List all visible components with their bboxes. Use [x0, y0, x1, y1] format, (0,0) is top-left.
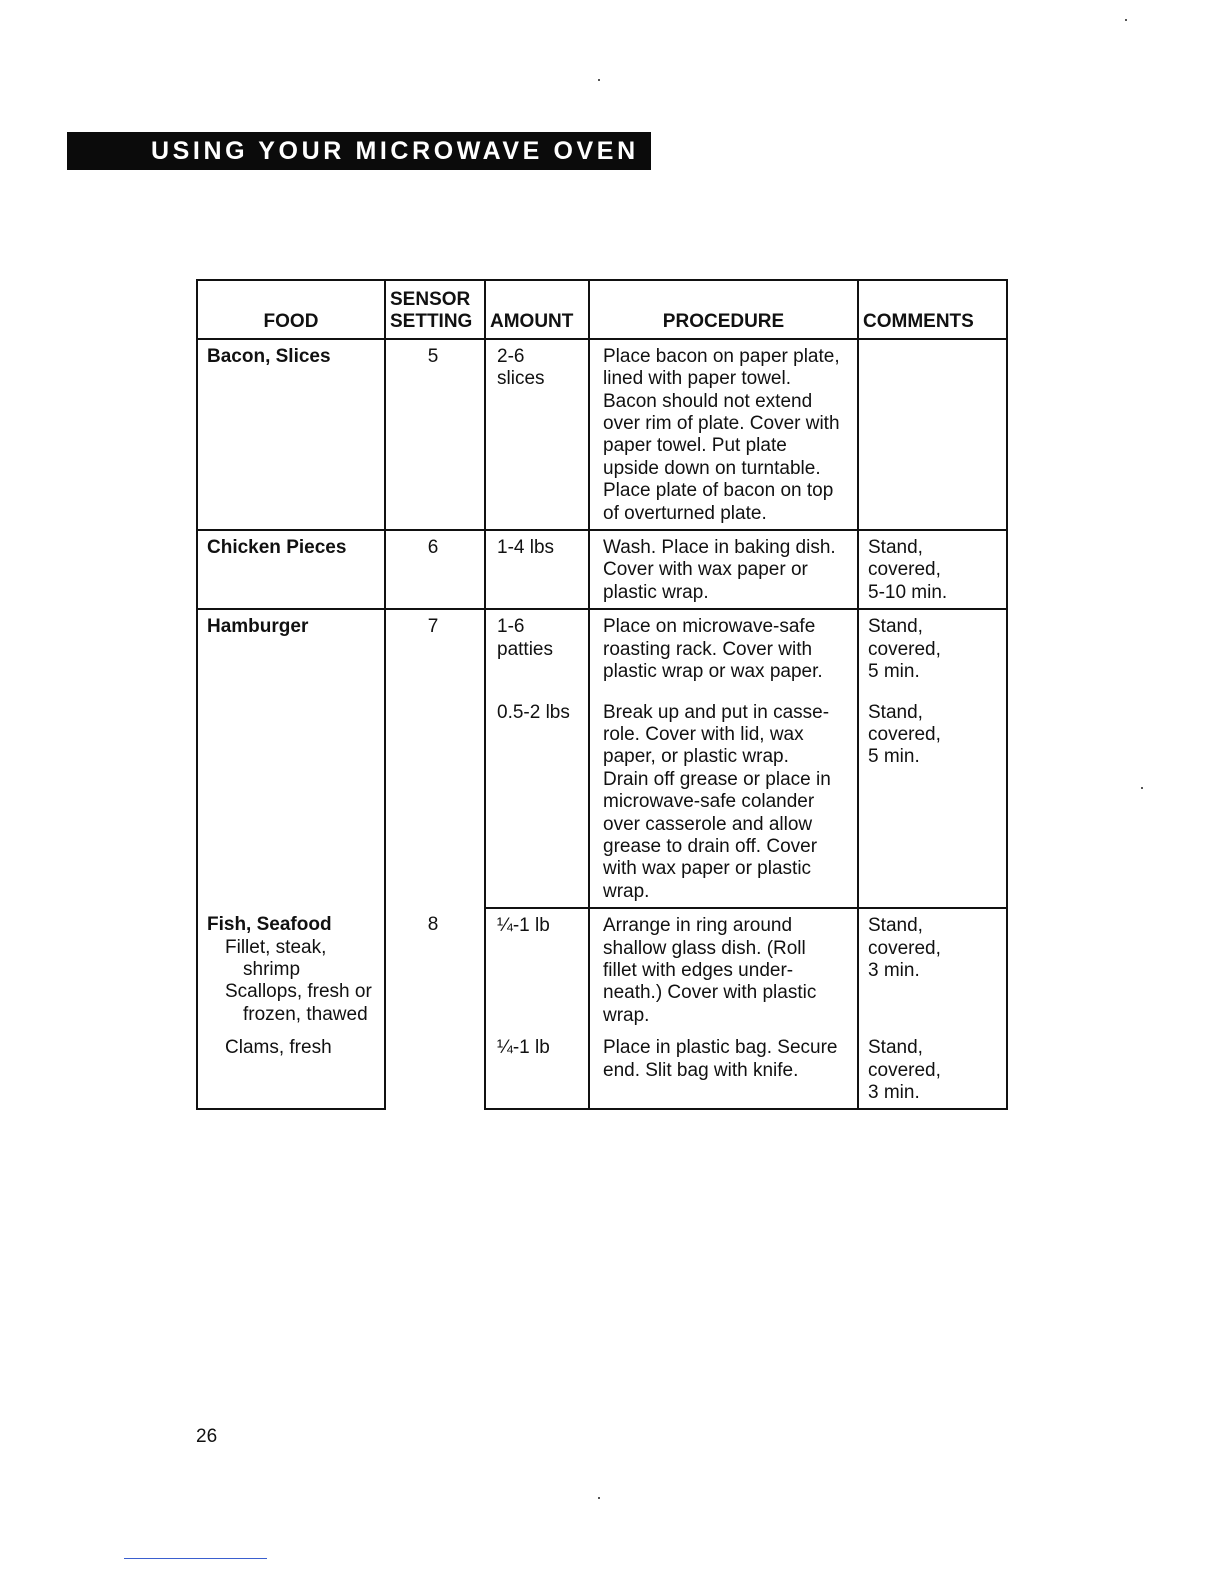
procedure-line: roasting rack. Cover with [603, 638, 813, 660]
procedure-line: over casserole and allow [603, 813, 813, 835]
procedure-line: wrap. [603, 880, 650, 902]
amount-cell [485, 339, 589, 530]
comments-cell [858, 1031, 1007, 1109]
comments-cell [858, 609, 1007, 687]
food-cell [197, 908, 385, 1031]
table-row [197, 609, 1007, 687]
procedure-cell [589, 609, 858, 687]
procedure-line: upside down on turntable. [603, 457, 821, 479]
procedure-line: shallow glass dish. (Roll [603, 937, 806, 959]
procedure-line: Bacon should not extend [603, 390, 813, 412]
table-row [197, 339, 1007, 530]
scan-speck [1141, 787, 1143, 789]
amount-cell: ¼-1 lb [485, 1031, 589, 1109]
scan-speck [1125, 19, 1127, 21]
procedure-line: end. Slit bag with knife. [603, 1059, 799, 1081]
food-subitem: Clams, fresh [225, 1037, 332, 1059]
table-row [197, 908, 1007, 1031]
amount-cell [485, 609, 589, 687]
comment-line: Stand, [868, 616, 923, 638]
procedure-line: plastic wrap. [603, 581, 709, 603]
comment-line: 5-10 min. [868, 581, 948, 603]
amount-line: 1-6 [497, 616, 525, 638]
scan-speck [598, 1497, 600, 1499]
food-cell [197, 339, 385, 530]
column-header-procedure: PROCEDURE [589, 280, 858, 339]
comments-cell [858, 688, 1007, 909]
comment-line: covered, [868, 1059, 941, 1081]
sensor-cooking-table [196, 279, 1008, 1110]
table-header-row [197, 280, 1007, 339]
procedure-line: wrap. [603, 1004, 650, 1026]
procedure-cell [589, 1031, 858, 1109]
scan-speck [598, 79, 600, 81]
procedure-line: with wax paper or plastic [603, 858, 812, 880]
amount-cell: 0.5-2 lbs [485, 688, 589, 909]
amount-cell: ¼-1 lb [485, 908, 589, 1031]
section-banner: USING YOUR MICROWAVE OVEN [67, 132, 651, 170]
procedure-line: plastic wrap or wax paper. [603, 661, 823, 683]
procedure-line: Place plate of bacon on top [603, 480, 834, 502]
food-cell [197, 530, 385, 609]
procedure-line: over rim of plate. Cover with [603, 413, 840, 435]
procedure-line: Break up and put in casse- [603, 701, 830, 723]
food-name: Bacon, Slices [207, 345, 331, 367]
comments-cell [858, 530, 1007, 609]
procedure-cell [589, 908, 858, 1031]
procedure-line: Drain off grease or place in [603, 768, 831, 790]
comment-line: covered, [868, 723, 941, 745]
procedure-line: grease to drain off. Cover [603, 835, 818, 857]
comment-line: 5 min. [868, 746, 920, 768]
setting-cell: 5 [385, 339, 485, 530]
column-header-amount: AMOUNT [485, 280, 589, 339]
comment-line: Stand, [868, 701, 923, 723]
procedure-line: neath.) Cover with plastic [603, 982, 817, 1004]
setting-cell: 7 [385, 609, 485, 908]
procedure-line: Place bacon on paper plate, [603, 345, 840, 367]
column-header-comments: COMMENTS [858, 280, 1007, 339]
procedure-line: Cover with wax paper or [603, 559, 808, 581]
food-name: Chicken Pieces [207, 537, 347, 559]
comment-line: Stand, [868, 537, 923, 559]
food-name: Hamburger [207, 616, 309, 638]
food-subitem: Scallops, fresh or [225, 981, 372, 1003]
table-row [197, 1031, 1007, 1109]
comments-cell [858, 339, 1007, 530]
comment-line: 5 min. [868, 661, 920, 683]
column-header-sensor: SENSOR [390, 289, 471, 310]
food-cell [197, 609, 385, 908]
food-subitem: shrimp [243, 958, 301, 980]
comment-line: Stand, [868, 915, 923, 937]
setting-cell: 6 [385, 530, 485, 609]
procedure-line: Wash. Place in baking dish. [603, 537, 836, 559]
comment-line: 3 min. [868, 959, 920, 981]
procedure-line: Arrange in ring around [603, 915, 793, 937]
procedure-line: microwave-safe colander [603, 791, 815, 813]
procedure-cell [589, 339, 858, 530]
comments-cell [858, 908, 1007, 1031]
amount-line: patties [497, 638, 553, 660]
procedure-line: of overturned plate. [603, 502, 767, 524]
table-row [197, 530, 1007, 609]
procedure-line: role. Cover with lid, wax [603, 723, 804, 745]
column-header-food: FOOD [197, 280, 385, 339]
comment-line: 3 min. [868, 1082, 920, 1103]
food-name: Fish, Seafood [207, 914, 332, 936]
comment-line: covered, [868, 937, 941, 959]
food-subitem: Fillet, steak, [225, 936, 327, 958]
footer-rule [124, 1558, 267, 1559]
procedure-line: lined with paper towel. [603, 368, 791, 390]
comment-line: covered, [868, 638, 941, 660]
column-header-sensor-setting [385, 280, 485, 339]
procedure-line: Place in plastic bag. Secure [603, 1037, 838, 1059]
food-cell [197, 1031, 385, 1109]
amount-line: 2-6 [497, 345, 525, 367]
procedure-line: fillet with edges under- [603, 959, 794, 981]
comment-line: covered, [868, 559, 941, 581]
procedure-cell [589, 688, 858, 909]
procedure-line: paper towel. Put plate [603, 435, 787, 457]
food-subitem: frozen, thawed [243, 1003, 368, 1025]
setting-cell: 8 [385, 908, 485, 1109]
column-header-setting: SETTING [390, 311, 473, 333]
procedure-line: paper, or plastic wrap. [603, 746, 789, 768]
page-number: 26 [196, 1426, 218, 1447]
amount-cell: 1-4 lbs [485, 530, 589, 609]
amount-line: slices [497, 368, 545, 390]
procedure-line: Place on microwave-safe [603, 616, 816, 638]
procedure-cell [589, 530, 858, 609]
comment-line: Stand, [868, 1037, 923, 1059]
